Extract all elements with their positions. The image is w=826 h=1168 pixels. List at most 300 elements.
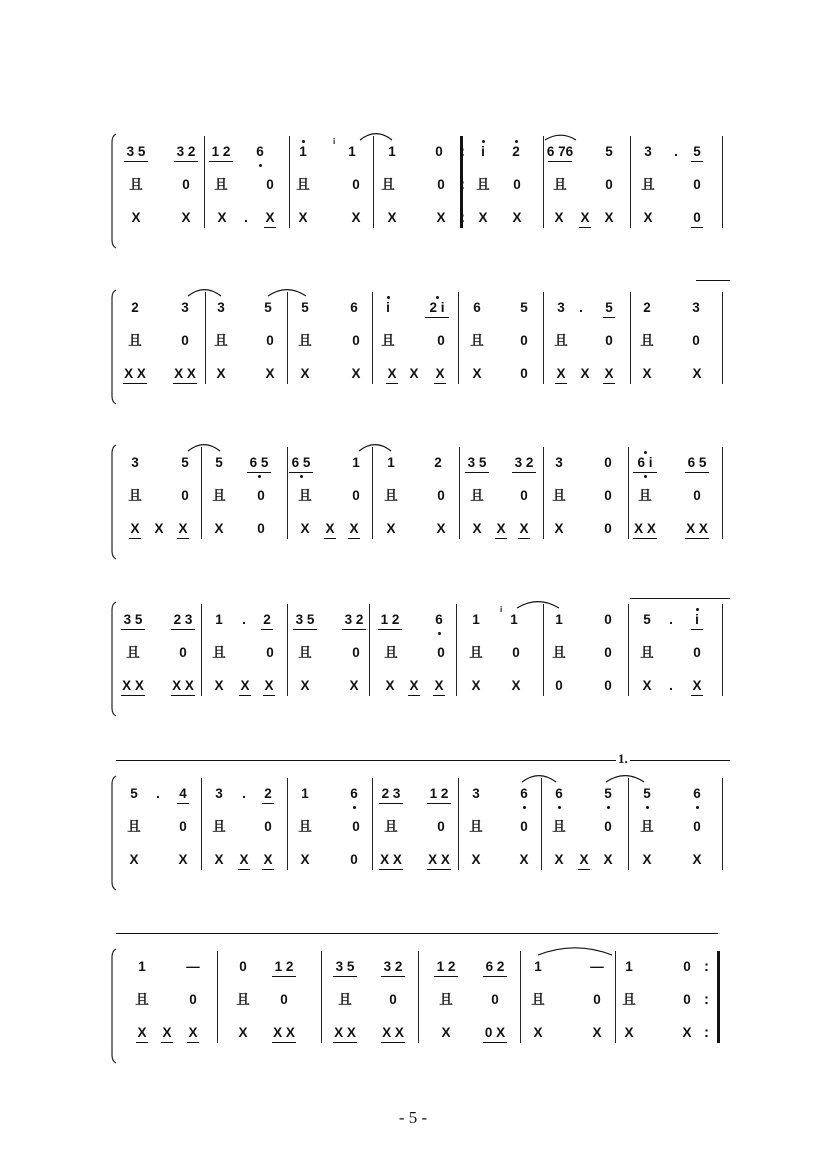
barline <box>543 604 544 696</box>
barline <box>287 604 288 696</box>
score-rhythm-note: 0 <box>520 488 528 503</box>
score-percussion-note: X <box>642 366 652 381</box>
barline <box>543 136 544 228</box>
score-melody-note: 3 2 <box>383 959 403 974</box>
beam-underline <box>386 383 398 384</box>
score-percussion-note: X X <box>172 678 194 693</box>
score-percussion-note: X <box>471 852 481 867</box>
score-percussion-note: X X <box>428 852 450 867</box>
score-melody-note: 2 <box>263 612 271 627</box>
barline <box>201 778 202 870</box>
octave-dot-below <box>644 475 647 478</box>
score-percussion-note: X <box>240 678 250 693</box>
beam-underline <box>408 695 420 696</box>
score-melody-note: 3 <box>557 300 565 315</box>
score-percussion-note: X <box>238 1025 248 1040</box>
octave-dot-above <box>436 296 439 299</box>
score-rhythm-note: 且 <box>296 177 310 192</box>
beam-underline <box>333 1042 357 1043</box>
score-rhythm-note: 0 <box>179 645 187 660</box>
score-percussion-note: X <box>512 210 522 225</box>
beam-underline <box>123 383 147 384</box>
beam-underline <box>548 161 572 162</box>
score-melody-note: 5 <box>215 455 223 470</box>
score-rhythm-note: 且 <box>469 819 483 834</box>
barline <box>722 136 723 228</box>
score-rhythm-note: 且 <box>553 177 567 192</box>
beam-underline <box>124 161 148 162</box>
octave-dot-below <box>258 475 261 478</box>
beam-underline <box>121 695 145 696</box>
score-melody-note: 1 <box>215 612 223 627</box>
score-percussion-note: X <box>349 521 359 536</box>
score-melody-note: 3 <box>555 455 563 470</box>
score-rhythm-note: 且 <box>439 992 453 1007</box>
score-melody-note: 6 <box>693 786 701 801</box>
slur-arc <box>359 439 391 453</box>
score-rhythm-note: 0 <box>693 177 701 192</box>
score-percussion-note: X <box>131 210 141 225</box>
beam-underline <box>293 629 317 630</box>
score-rhythm-note: 且 <box>212 645 226 660</box>
beam-underline <box>174 161 198 162</box>
score-percussion-note: X <box>471 678 481 693</box>
score-rhythm-note: 0 <box>389 992 397 1007</box>
score-rhythm-note: 0 <box>352 333 360 348</box>
octave-dot-below <box>696 806 699 809</box>
beam-underline <box>427 803 451 804</box>
score-rhythm-note: 且 <box>640 333 654 348</box>
score-melody-note: 2 <box>434 455 442 470</box>
octave-dot-above <box>515 140 518 143</box>
score-melody-note: . <box>674 144 678 159</box>
beam-underline <box>342 629 366 630</box>
score-rhythm-note: 且 <box>212 488 226 503</box>
beam-underline <box>272 1042 296 1043</box>
beam-underline <box>512 472 536 473</box>
score-percussion-note: X X <box>686 521 708 536</box>
barline <box>630 292 631 384</box>
score-percussion-note: . <box>669 678 673 693</box>
score-rhythm-note: 0 <box>513 177 521 192</box>
barline <box>722 778 723 870</box>
score-percussion-note: X <box>264 678 274 693</box>
beam-underline <box>425 317 449 318</box>
phrase-line <box>116 760 730 761</box>
beam-underline <box>379 869 403 870</box>
barline <box>722 604 723 696</box>
beam-underline <box>579 227 591 228</box>
score-melody-note: . <box>579 300 583 315</box>
score-melody-note: 5 <box>604 786 612 801</box>
octave-dot-below <box>558 806 561 809</box>
score-percussion-note: X <box>642 678 652 693</box>
score-percussion-note: 0 X <box>484 1025 506 1040</box>
beam-underline <box>177 538 189 539</box>
slur-arc <box>360 128 392 142</box>
score-rhythm-note: 且 <box>638 488 652 503</box>
barline <box>628 447 629 539</box>
score-percussion-note: X <box>603 852 613 867</box>
score-percussion-note: X <box>129 852 139 867</box>
score-rhythm-note: 0 <box>693 819 701 834</box>
score-percussion-note: 0 <box>350 852 358 867</box>
score-rhythm-note: 0 <box>266 645 274 660</box>
score-rhythm-note: 0 <box>604 819 612 834</box>
score-percussion-note: X <box>130 521 140 536</box>
beam-underline <box>262 869 274 870</box>
score-rhythm-note: 且 <box>552 488 566 503</box>
beam-underline <box>381 1042 405 1043</box>
score-rhythm-note: 且 <box>214 333 228 348</box>
beam-underline <box>262 803 274 804</box>
score-rhythm-note: 且 <box>470 488 484 503</box>
score-rhythm-note: 且 <box>384 645 398 660</box>
score-percussion-note: X <box>385 678 395 693</box>
beam-underline <box>685 472 709 473</box>
octave-dot-above <box>387 296 390 299</box>
slur-arc <box>606 770 644 784</box>
octave-dot-above <box>302 140 305 143</box>
score-melody-note: 6 <box>350 786 358 801</box>
score-melody-note: 0 <box>604 455 612 470</box>
beam-underline <box>378 629 402 630</box>
score-melody-note: 5 <box>643 786 651 801</box>
score-melody-note: 6 5 <box>249 455 269 470</box>
barline <box>201 604 202 696</box>
score-percussion-note: X <box>624 1025 634 1040</box>
score-percussion-note: 0 <box>555 678 563 693</box>
page-number: - 5 - <box>398 1108 428 1127</box>
score-melody-note: 1 <box>301 786 309 801</box>
score-rhythm-note: 且 <box>552 645 566 660</box>
slur-arc <box>522 770 556 784</box>
score-rhythm-note: 且 <box>298 645 312 660</box>
score-rhythm-note: 且 <box>236 992 250 1007</box>
score-rhythm-note: 0 <box>692 333 700 348</box>
score-melody-note: 0 <box>239 959 247 974</box>
score-melody-note: 2 <box>131 300 139 315</box>
beam-underline <box>264 227 276 228</box>
score-melody-note: i <box>481 144 485 159</box>
score-percussion-note: 0 <box>604 678 612 693</box>
score-melody-note: 1 <box>625 959 633 974</box>
score-percussion-note: X X <box>124 366 146 381</box>
score-percussion-note: X <box>642 852 652 867</box>
score-melody-note: 1 <box>352 455 360 470</box>
score-rhythm-note: 且 <box>127 819 141 834</box>
score-melody-note: 5 <box>301 300 309 315</box>
beam-underline <box>603 317 615 318</box>
score-rhythm-note: 且 <box>128 333 142 348</box>
score-melody-note: 5 <box>693 144 701 159</box>
score-melody-note: 6 <box>520 786 528 801</box>
score-rhythm-note: 且 <box>338 992 352 1007</box>
score-melody-note: 2 3 <box>173 612 193 627</box>
score-melody-note: 1 <box>472 612 480 627</box>
system-brace <box>106 947 120 1065</box>
barline <box>204 136 205 228</box>
score-melody-note: 3 5 <box>126 144 146 159</box>
score-percussion-note: X <box>592 1025 602 1040</box>
score-rhythm-note: 0 <box>280 992 288 1007</box>
score-melody-note: 5 <box>264 300 272 315</box>
score-rhythm-note: 且 <box>128 488 142 503</box>
phrase-line <box>116 933 718 934</box>
beam-underline <box>465 472 489 473</box>
score-melody-note: 1 <box>534 959 542 974</box>
score-percussion-note: X X <box>380 852 402 867</box>
score-rhythm-note: 0 <box>179 819 187 834</box>
score-rhythm-note: 且 <box>129 177 143 192</box>
score-rhythm-note: 0 <box>512 645 520 660</box>
score-percussion-note: X <box>580 366 590 381</box>
barline <box>717 951 720 1043</box>
octave-dot-above <box>482 140 485 143</box>
beam-underline <box>518 538 530 539</box>
grace-note-mark: i <box>500 605 503 614</box>
score-melody-note: 3 <box>181 300 189 315</box>
octave-dot-below <box>300 475 303 478</box>
beam-underline <box>171 695 195 696</box>
barline <box>615 951 616 1043</box>
score-percussion-note: X <box>325 521 335 536</box>
score-rhythm-note: 且 <box>622 992 636 1007</box>
beam-underline <box>177 803 189 804</box>
score-percussion-note: X <box>643 210 653 225</box>
score-melody-note: 5 <box>130 786 138 801</box>
beam-underline <box>239 695 251 696</box>
volta-label: 1. <box>618 751 628 766</box>
score-melody-note: . <box>242 786 246 801</box>
score-rhythm-note: 且 <box>476 177 490 192</box>
barline <box>205 292 206 384</box>
score-rhythm-note: 0 <box>266 333 274 348</box>
score-melody-note: 1 <box>299 144 307 159</box>
score-rhythm-note: 且 <box>135 992 149 1007</box>
score-melody-note: i <box>386 300 390 315</box>
beam-underline <box>348 538 360 539</box>
score-melody-note: 0 <box>604 612 612 627</box>
score-percussion-note: X <box>298 210 308 225</box>
score-melody-note: 3 5 <box>295 612 315 627</box>
beam-underline <box>691 161 703 162</box>
score-percussion-note: X <box>554 210 564 225</box>
score-melody-note: 4 <box>179 786 187 801</box>
score-rhythm-note: 0 <box>437 488 445 503</box>
score-percussion-note: X <box>441 1025 451 1040</box>
score-percussion-note: X <box>478 210 488 225</box>
score-melody-note: 3 <box>131 455 139 470</box>
score-melody-note: 1 2 <box>436 959 456 974</box>
score-rhythm-note: 0 <box>520 819 528 834</box>
beam-underline <box>379 803 403 804</box>
score-melody-note: . <box>156 786 160 801</box>
score-percussion-note: X X <box>174 366 196 381</box>
octave-dot-below <box>607 806 610 809</box>
score-percussion-note: 0 <box>520 366 528 381</box>
beam-underline <box>121 629 145 630</box>
score-percussion-note: X <box>387 366 397 381</box>
system-brace <box>106 288 120 406</box>
score-rhythm-note: 且 <box>212 819 226 834</box>
score-percussion-note: X <box>162 1025 172 1040</box>
score-melody-note: 2 3 <box>381 786 401 801</box>
score-rhythm-note: 且 <box>469 645 483 660</box>
beam-underline <box>691 227 703 228</box>
score-melody-note: 1 <box>138 959 146 974</box>
beam-underline <box>263 695 275 696</box>
score-melody-note: 6 5 <box>291 455 311 470</box>
score-melody-note: 3 <box>472 786 480 801</box>
score-melody-note: 5 <box>605 300 613 315</box>
score-percussion-note: X <box>300 678 310 693</box>
score-rhythm-note: 且 <box>381 177 395 192</box>
beam-underline <box>136 1042 148 1043</box>
beam-underline <box>161 1042 173 1043</box>
score-percussion-note: X X <box>334 1025 356 1040</box>
beam-underline <box>324 538 336 539</box>
score-rhythm-note: 0 <box>352 819 360 834</box>
score-melody-note: 6 5 <box>687 455 707 470</box>
system-brace <box>106 774 120 892</box>
score-melody-note: 6 i <box>637 455 653 470</box>
score-melody-note: 3 <box>215 786 223 801</box>
score-percussion-note: X <box>436 521 446 536</box>
beam-underline <box>434 976 458 977</box>
score-melody-note: 1 2 <box>429 786 449 801</box>
score-melody-note: 1 2 <box>211 144 231 159</box>
score-rhythm-note: 且 <box>640 819 654 834</box>
phrase-line <box>630 598 730 599</box>
score-percussion-note: X <box>435 366 445 381</box>
beam-underline <box>483 1042 507 1043</box>
slur-arc <box>517 596 559 610</box>
score-rhythm-note: 且 <box>298 819 312 834</box>
score-melody-note: 3 5 <box>123 612 143 627</box>
barline <box>373 136 374 228</box>
score-melody-note: . <box>242 612 246 627</box>
score-rhythm-note: 0 <box>693 645 701 660</box>
score-percussion-note: X <box>386 521 396 536</box>
score-percussion-note: X X <box>122 678 144 693</box>
score-melody-note: 6 <box>555 786 563 801</box>
score-percussion-note: 0 <box>604 521 612 536</box>
beam-underline <box>333 976 357 977</box>
beam-underline <box>633 538 657 539</box>
score-melody-note: 1 <box>555 612 563 627</box>
score-melody-note: 1 <box>387 455 395 470</box>
slur-arc <box>268 284 306 298</box>
score-melody-note: 0 <box>683 959 691 974</box>
barline <box>418 951 419 1043</box>
score-percussion-note: X <box>604 366 614 381</box>
score-percussion-note: X <box>519 852 529 867</box>
score-rhythm-note: 0 <box>437 819 445 834</box>
beam-underline <box>483 976 507 977</box>
score-percussion-note: X <box>434 678 444 693</box>
score-percussion-note: X <box>300 366 310 381</box>
barline <box>372 778 373 870</box>
score-rhythm-note: 且 <box>298 488 312 503</box>
beam-underline <box>209 161 233 162</box>
score-rhythm-note: 且 <box>531 992 545 1007</box>
barline <box>722 292 723 384</box>
score-rhythm-note: 0 <box>189 992 197 1007</box>
beam-underline <box>691 629 703 630</box>
score-melody-note: 3 2 <box>176 144 196 159</box>
score-rhythm-note: 且 <box>384 819 398 834</box>
barline <box>372 292 373 384</box>
phrase-line <box>696 280 730 281</box>
beam-underline <box>434 383 446 384</box>
slur-arc <box>538 943 612 957</box>
beam-underline <box>685 538 709 539</box>
score-percussion-note: X <box>178 852 188 867</box>
score-rhythm-note: 0 <box>604 645 612 660</box>
score-melody-note: 3 <box>217 300 225 315</box>
score-melody-note: 5 <box>643 612 651 627</box>
score-rhythm-note: 0 <box>683 992 691 1007</box>
score-rhythm-note: 0 <box>605 333 613 348</box>
score-rhythm-note: 且 <box>470 333 484 348</box>
score-melody-note: 3 <box>644 144 652 159</box>
score-percussion-note: X <box>472 366 482 381</box>
score-percussion-note: X <box>154 521 164 536</box>
beam-underline <box>187 1042 199 1043</box>
barline <box>287 292 288 384</box>
score-rhythm-note: 0 <box>264 819 272 834</box>
score-percussion-note: X <box>554 521 564 536</box>
score-rhythm-note: 0 <box>520 333 528 348</box>
score-percussion-note: X <box>217 210 227 225</box>
system-brace <box>106 443 120 561</box>
score-rhythm-note: 0 <box>352 488 360 503</box>
score-percussion-note: X <box>511 678 521 693</box>
grace-note-mark: i <box>333 137 336 146</box>
score-rhythm-note: 且 <box>381 333 395 348</box>
score-rhythm-note: 0 <box>693 488 701 503</box>
score-rhythm-note: 0 <box>352 645 360 660</box>
beam-underline <box>261 629 273 630</box>
system-brace <box>106 132 120 250</box>
barline <box>543 292 544 384</box>
beam-underline <box>247 472 271 473</box>
octave-dot-below <box>438 632 441 635</box>
barline <box>541 778 542 870</box>
score-percussion-note: X <box>265 210 275 225</box>
beam-underline <box>691 695 703 696</box>
barline <box>456 604 457 696</box>
beam-underline <box>289 472 313 473</box>
score-percussion-note: . <box>244 210 248 225</box>
score-percussion-note: X <box>214 852 224 867</box>
score-rhythm-note: 且 <box>298 333 312 348</box>
score-rhythm-note: 0 <box>605 177 613 192</box>
score-melody-note: 2 i <box>429 300 445 315</box>
barline <box>628 604 629 696</box>
score-percussion-note: X <box>214 521 224 536</box>
score-percussion-note: X <box>239 852 249 867</box>
score-percussion-note: X <box>214 678 224 693</box>
score-percussion-note: X <box>351 366 361 381</box>
score-melody-note: 1 <box>510 612 518 627</box>
score-melody-note: 5 <box>181 455 189 470</box>
score-rhythm-note: 0 <box>352 177 360 192</box>
beam-underline <box>171 629 195 630</box>
score-percussion-note: X <box>216 366 226 381</box>
barline <box>217 951 218 1043</box>
